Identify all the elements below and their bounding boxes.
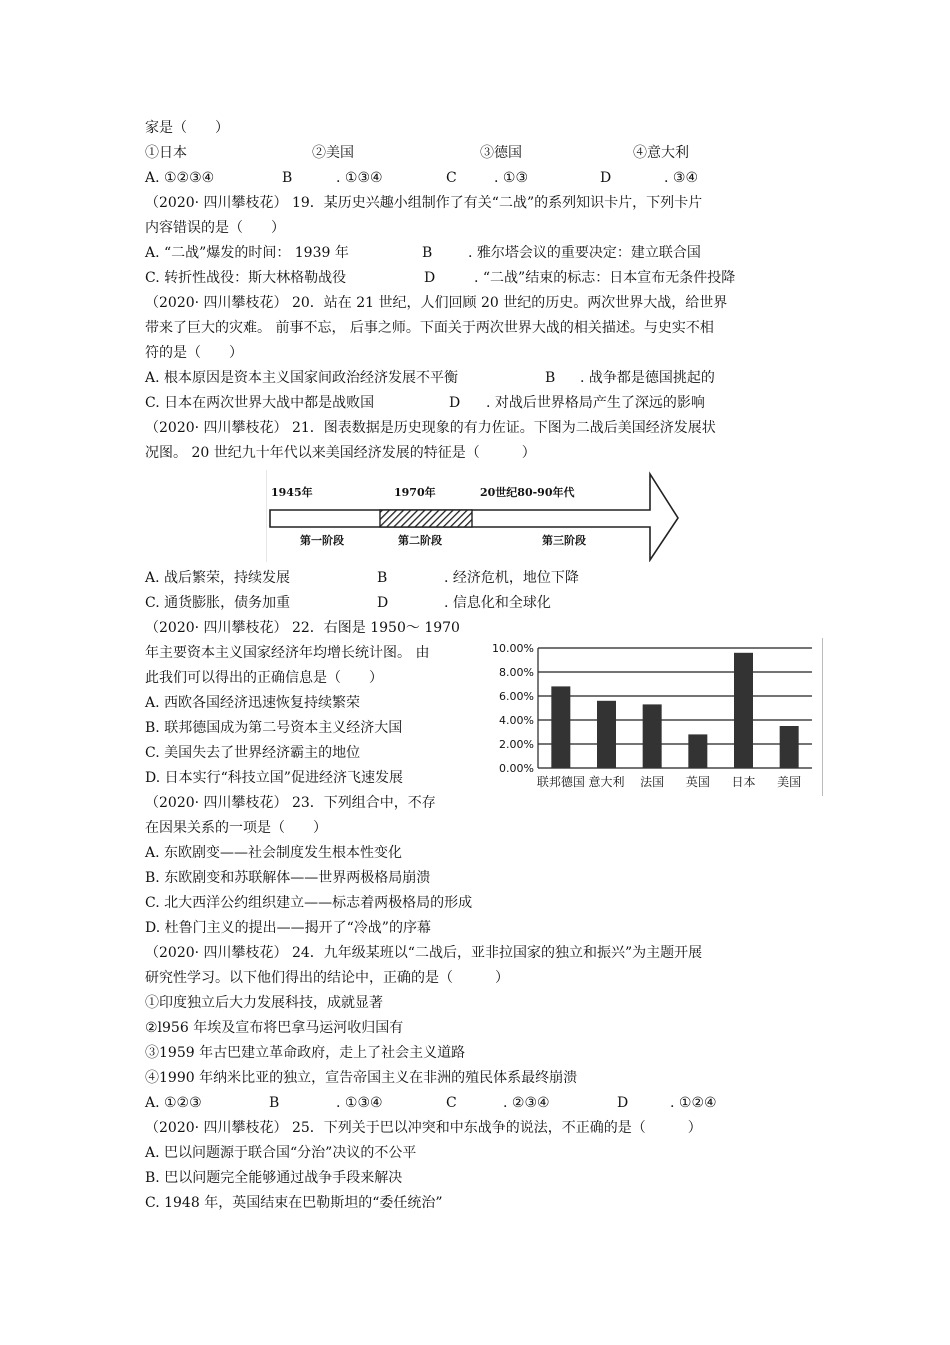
timeline-stage2-hatch (380, 510, 472, 527)
choice-a: A. ①②③④ (145, 170, 215, 186)
y-tick-label: 0.00% (499, 762, 534, 775)
q23-stem-2: 在因果关系的一项是（ ） (145, 820, 327, 836)
bar-2 (643, 704, 662, 768)
q19-b-letter: B (422, 245, 433, 261)
bar-chart-svg (486, 638, 822, 796)
q22-a: A. 西欧各国经济迅速恢复持续繁荣 (145, 695, 361, 711)
x-tick-label: 意大利 (588, 775, 625, 789)
q21-c: C. 通货膨胀，债务加重 (145, 595, 291, 611)
y-tick-label: 10.00% (492, 642, 534, 655)
q23-stem: （2020· 四川攀枝花） 23．下列组合中，不存 (145, 795, 436, 811)
q24-stem: （2020· 四川攀枝花） 24．九年级某班以“二战后，亚非拉国家的独立和振兴”为主题开展 (145, 945, 703, 961)
q20-b-letter: B (545, 370, 556, 386)
timeline-stage2: 第二阶段 (398, 534, 442, 547)
option-1: ①日本 (145, 145, 187, 161)
q22-stem-2: 年主要资本主义国家经济年均增长统计图。 由 (145, 645, 430, 661)
x-tick-label: 法国 (640, 775, 665, 789)
x-tick-label: 联邦德国 (536, 775, 585, 789)
q19-c: C. 转折性战役：斯大林格勒战役 (145, 270, 347, 286)
bar-5 (780, 726, 799, 768)
option-3: ③德国 (480, 145, 522, 161)
bar-3 (688, 734, 707, 768)
q23-a: A. 东欧剧变——社会制度发生根本性变化 (145, 845, 403, 861)
q19-b-text: . 雅尔塔会议的重要决定：建立联合国 (468, 245, 701, 261)
q25-b: B. 巴以问题完全能够通过战争手段来解决 (145, 1170, 403, 1186)
timeline-1970: 1970年 (394, 486, 436, 499)
q19-stem-2: 内容错误的是（ ） (145, 220, 285, 236)
q24-d-letter: D (617, 1095, 629, 1111)
line: 家是（ ） (145, 120, 229, 136)
choice-b-text: . ①③④ (336, 170, 383, 186)
x-tick-label: 日本 (731, 775, 756, 789)
q19-d-text: . “二战”结束的标志：日本宣布无条件投降 (474, 270, 736, 286)
q20-d-text: . 对战后世界格局产生了深远的影响 (486, 395, 705, 411)
q19-stem: （2020· 四川攀枝花） 19．某历史兴趣小组制作了有关“二战”的系列知识卡片，下列卡片 (145, 195, 703, 211)
q19-d-letter: D (424, 270, 436, 286)
timeline-figure (266, 470, 684, 562)
q24-a: A. ①②③ (145, 1095, 202, 1111)
x-tick-label: 英国 (685, 775, 710, 789)
q24-d-text: . ①②④ (670, 1095, 717, 1111)
bar-4 (734, 653, 753, 768)
y-tick-label: 8.00% (499, 666, 534, 679)
q23-d: D. 杜鲁门主义的提出——揭开了“冷战”的序幕 (145, 920, 431, 936)
bar-1 (597, 701, 616, 768)
q22-b: B. 联邦德国成为第二号资本主义经济大国 (145, 720, 403, 736)
choice-d-text: . ③④ (664, 170, 699, 186)
growth-bar-chart (486, 638, 823, 796)
q21-a: A. 战后繁荣，持续发展 (145, 570, 291, 586)
timeline-stage3: 第三阶段 (542, 534, 586, 547)
q25-stem: （2020· 四川攀枝花） 25．下列关于巴以冲突和中东战争的说法，不正确的是（ ） (145, 1120, 702, 1136)
option-4: ④意大利 (633, 145, 689, 161)
q22-c: C. 美国失去了世界经济霸主的地位 (145, 745, 361, 761)
q21-b-letter: B (377, 570, 388, 586)
timeline-stage1: 第一阶段 (300, 534, 344, 547)
q20-a: A. 根本原因是资本主义国家间政治经济发展不平衡 (145, 370, 459, 386)
q24-item-4: ④1990 年纳米比亚的独立，宣告帝国主义在非洲的殖民体系最终崩溃 (145, 1070, 578, 1086)
q24-stem-2: 研究性学习。以下他们得出的结论中，正确的是（ ） (145, 970, 509, 986)
q22-stem: （2020· 四川攀枝花） 22．右图是 1950～ 1970 (145, 620, 460, 636)
q23-c: C. 北大西洋公约组织建立——标志着两极格局的形成 (145, 895, 473, 911)
choice-b-letter: B (282, 170, 293, 186)
q21-b-text: . 经济危机，地位下降 (444, 570, 579, 586)
y-tick-label: 4.00% (499, 714, 534, 727)
y-tick-label: 6.00% (499, 690, 534, 703)
q20-b-text: . 战争都是德国挑起的 (580, 370, 715, 386)
q23-b: B. 东欧剧变和苏联解体——世界两极格局崩溃 (145, 870, 431, 886)
q24-b-letter: B (269, 1095, 280, 1111)
q21-d-letter: D (377, 595, 389, 611)
choice-c-letter: C (446, 170, 457, 186)
q20-stem-3: 符的是（ ） (145, 345, 243, 361)
q24-c-text: . ②③④ (503, 1095, 550, 1111)
q20-d-letter: D (449, 395, 461, 411)
bar-0 (551, 686, 570, 768)
q20-stem-2: 带来了巨大的灾难。 前事不忘， 后事之师。下面关于两次世界大战的相关描述。与史实不相 (145, 320, 714, 336)
q24-b-text: . ①③④ (336, 1095, 383, 1111)
choice-d-letter: D (600, 170, 612, 186)
q21-stem: （2020· 四川攀枝花） 21．图表数据是历史现象的有力佐证。下图为二战后美国经济发展状 (145, 420, 716, 436)
q24-item-2: ②l956 年埃及宣布将巴拿马运河收归国有 (145, 1020, 404, 1036)
q19-a: A. “二战”爆发的时间： 1939 年 (145, 245, 349, 261)
choice-c-text: . ①③ (494, 170, 529, 186)
q20-c: C. 日本在两次世界大战中都是战败国 (145, 395, 375, 411)
q24-c-letter: C (446, 1095, 457, 1111)
q22-stem-3: 此我们可以得出的正确信息是（ ） (145, 670, 383, 686)
timeline-1945: 1945年 (271, 486, 313, 499)
q20-stem: （2020· 四川攀枝花） 20．站在 21 世纪，人们回顾 20 世纪的历史。两次世界大战，给世界 (145, 295, 728, 311)
option-2: ②美国 (312, 145, 354, 161)
q21-stem-2: 况图。 20 世纪九十年代以来美国经济发展的特征是（ ） (145, 445, 536, 461)
q24-item-3: ③1959 年古巴建立革命政府，走上了社会主义道路 (145, 1045, 466, 1061)
q25-a: A. 巴以问题源于联合国“分治”决议的不公平 (145, 1145, 417, 1161)
q25-c: C. 1948 年，英国结束在巴勒斯坦的“委任统治” (145, 1195, 443, 1211)
y-tick-label: 2.00% (499, 738, 534, 751)
timeline-8090: 20世纪80-90年代 (480, 486, 575, 499)
q24-item-1: ①印度独立后大力发展科技，成就显著 (145, 995, 383, 1011)
q22-d: D. 日本实行“科技立国”促进经济飞速发展 (145, 770, 403, 786)
q21-d-text: . 信息化和全球化 (444, 595, 551, 611)
x-tick-label: 美国 (777, 775, 802, 789)
